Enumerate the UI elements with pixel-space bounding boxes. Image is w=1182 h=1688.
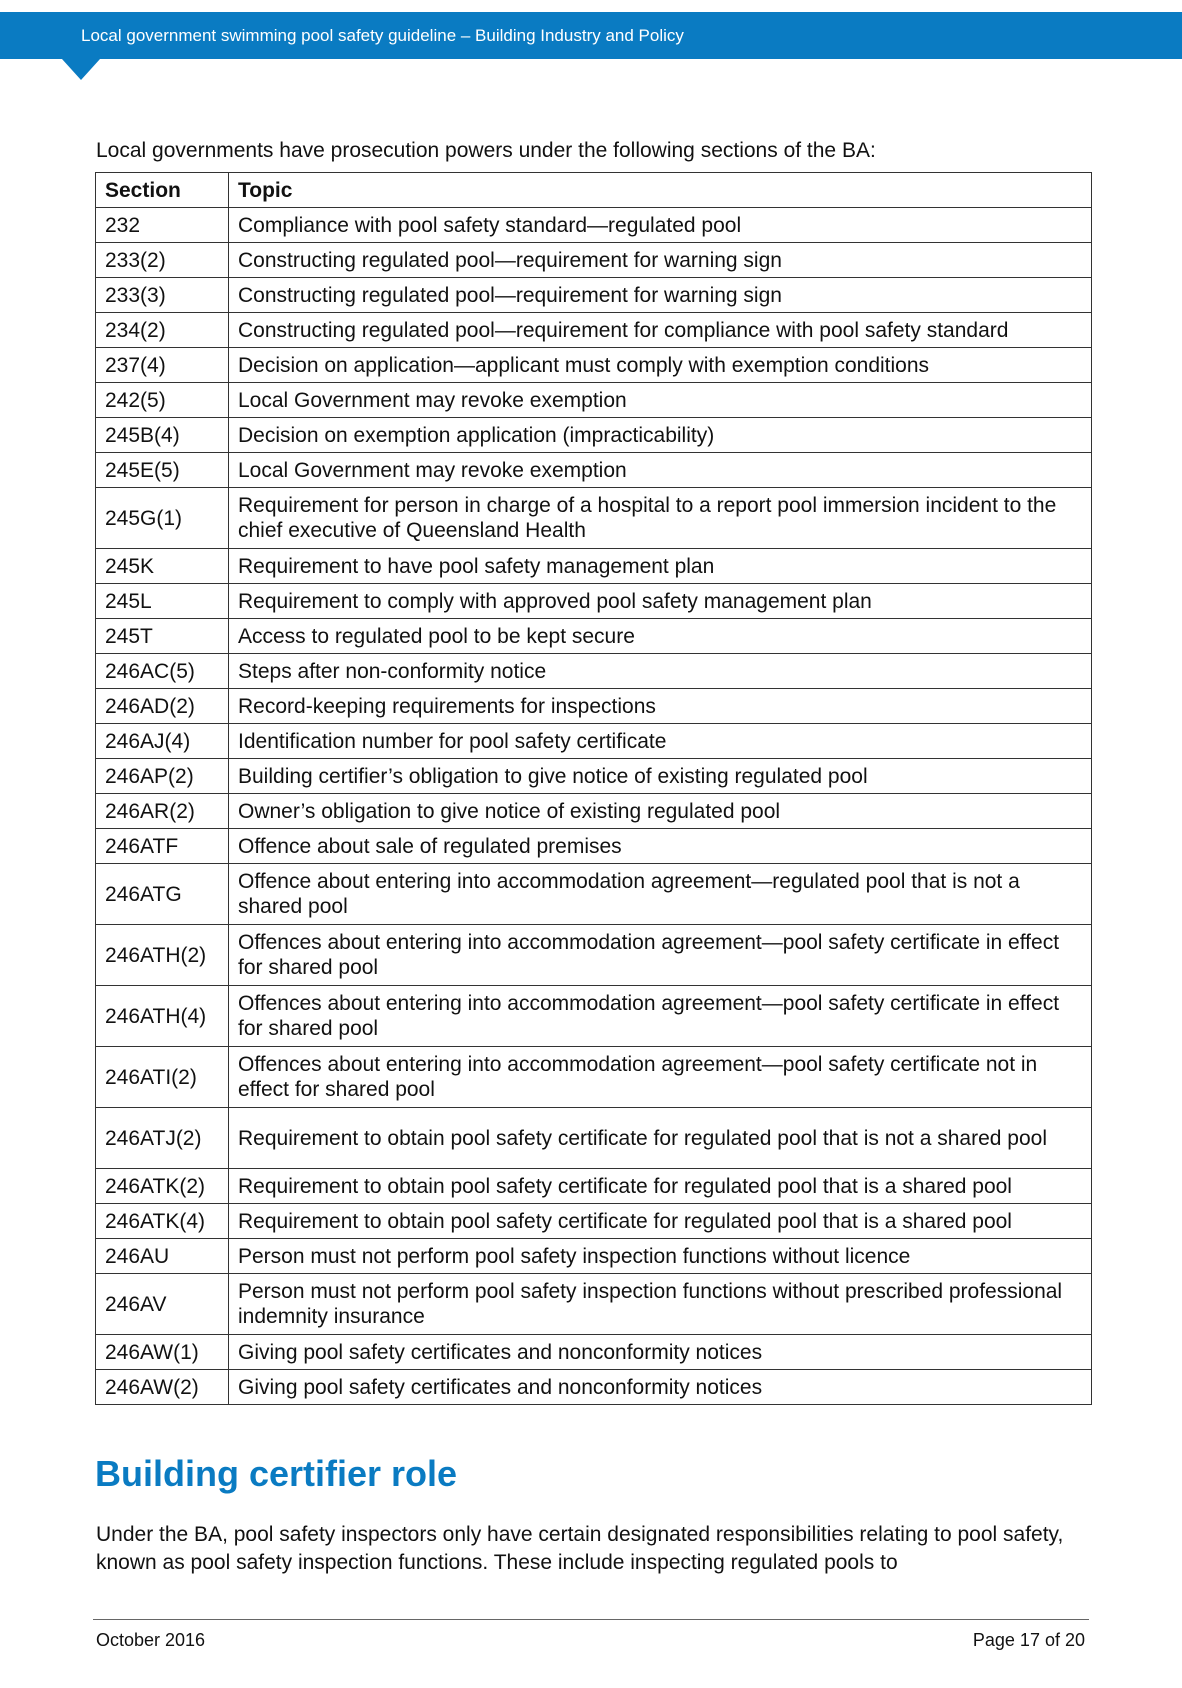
topic-cell: Requirement to obtain pool safety certificate for regulated pool that is not a shared pool	[229, 1108, 1092, 1169]
section-cell: 232	[96, 208, 229, 243]
table-row	[96, 348, 1092, 383]
section-heading: Building certifier role	[95, 1453, 458, 1494]
table-row	[96, 1047, 1092, 1108]
column-header-section: Section	[96, 173, 229, 208]
footer-page-number: Page 17 of 20	[972, 1630, 1085, 1650]
table-row	[96, 1335, 1092, 1370]
section-cell: 242(5)	[96, 383, 229, 418]
table-body	[96, 208, 1092, 1405]
table-row	[96, 1239, 1092, 1274]
section-cell: 246ATF	[96, 829, 229, 864]
table-row	[96, 453, 1092, 488]
section-cell: 246ATK(2)	[96, 1169, 229, 1204]
topic-cell: Requirement to obtain pool safety certificate for regulated pool that is a shared pool	[229, 1169, 1092, 1204]
topic-cell: Steps after non-conformity notice	[229, 654, 1092, 689]
table-row	[96, 1204, 1092, 1239]
table-row	[96, 418, 1092, 453]
topic-cell: Building certifier’s obligation to give notice of existing regulated pool	[229, 759, 1092, 794]
topic-cell: Constructing regulated pool—requirement for warning sign	[229, 243, 1092, 278]
header-title: Local government swimming pool safety guideline – Building Industry and Policy	[81, 26, 684, 45]
section-cell: 234(2)	[96, 313, 229, 348]
table-row	[96, 654, 1092, 689]
section-cell: 246AR(2)	[96, 794, 229, 829]
topic-cell: Requirement for person in charge of a hospital to a report pool immersion incident to the chief executive of Queensland Health	[229, 488, 1092, 549]
topic-cell: Identification number for pool safety certificate	[229, 724, 1092, 759]
table-row	[96, 794, 1092, 829]
section-cell: 246ATH(2)	[96, 925, 229, 986]
page-header-bar	[0, 12, 1182, 59]
section-cell: 246ATH(4)	[96, 986, 229, 1047]
topic-cell: Offence about entering into accommodation agreement—regulated pool that is not a shared pool	[229, 864, 1092, 925]
table-row	[96, 488, 1092, 549]
section-cell: 233(3)	[96, 278, 229, 313]
topic-cell: Local Government may revoke exemption	[229, 383, 1092, 418]
topic-cell: Local Government may revoke exemption	[229, 453, 1092, 488]
table-row	[96, 864, 1092, 925]
table-row	[96, 829, 1092, 864]
section-cell: 245K	[96, 549, 229, 584]
section-cell: 245B(4)	[96, 418, 229, 453]
body-paragraph: Under the BA, pool safety inspectors only have certain designated responsibilities relating to pool safety, known as pool safety inspection functions. These include inspecting regulated pools to	[96, 1523, 1064, 1574]
table-row	[96, 1169, 1092, 1204]
topic-cell: Decision on exemption application (impracticability)	[229, 418, 1092, 453]
table-row	[96, 584, 1092, 619]
topic-cell: Requirement to comply with approved pool safety management plan	[229, 584, 1092, 619]
table-header-row	[96, 173, 1092, 208]
topic-cell: Giving pool safety certificates and nonconformity notices	[229, 1370, 1092, 1405]
topic-cell: Offences about entering into accommodation agreement—pool safety certificate in effect for shared pool	[229, 925, 1092, 986]
section-cell: 245G(1)	[96, 488, 229, 549]
section-cell: 246AW(2)	[96, 1370, 229, 1405]
table-row	[96, 689, 1092, 724]
section-cell: 246AV	[96, 1274, 229, 1335]
section-cell: 246AP(2)	[96, 759, 229, 794]
section-cell: 245L	[96, 584, 229, 619]
section-cell: 246AD(2)	[96, 689, 229, 724]
table-row	[96, 313, 1092, 348]
topic-cell: Constructing regulated pool—requirement for warning sign	[229, 278, 1092, 313]
section-cell: 245E(5)	[96, 453, 229, 488]
topic-cell: Offences about entering into accommodation agreement—pool safety certificate in effect for shared pool	[229, 986, 1092, 1047]
table-row	[96, 619, 1092, 654]
table-row	[96, 759, 1092, 794]
topic-cell: Person must not perform pool safety inspection functions without prescribed professional indemnity insurance	[229, 1274, 1092, 1335]
topic-cell: Owner’s obligation to give notice of existing regulated pool	[229, 794, 1092, 829]
topic-cell: Constructing regulated pool—requirement for compliance with pool safety standard	[229, 313, 1092, 348]
table-row	[96, 383, 1092, 418]
section-cell: 246ATJ(2)	[96, 1108, 229, 1169]
table-row	[96, 208, 1092, 243]
header-notch-decoration	[62, 59, 100, 80]
table-row	[96, 243, 1092, 278]
table-row	[96, 925, 1092, 986]
prosecution-sections-table	[95, 172, 1092, 1405]
section-cell: 237(4)	[96, 348, 229, 383]
table-row	[96, 1108, 1092, 1169]
section-cell: 246AJ(4)	[96, 724, 229, 759]
footer-date: October 2016	[96, 1630, 206, 1650]
table-row	[96, 278, 1092, 313]
topic-cell: Decision on application—applicant must comply with exemption conditions	[229, 348, 1092, 383]
section-cell: 246ATK(4)	[96, 1204, 229, 1239]
topic-cell: Person must not perform pool safety inspection functions without licence	[229, 1239, 1092, 1274]
topic-cell: Offence about sale of regulated premises	[229, 829, 1092, 864]
table-row	[96, 1274, 1092, 1335]
topic-cell: Requirement to obtain pool safety certificate for regulated pool that is a shared pool	[229, 1204, 1092, 1239]
table-row	[96, 1370, 1092, 1405]
section-cell: 246AC(5)	[96, 654, 229, 689]
section-cell: 245T	[96, 619, 229, 654]
table-row	[96, 986, 1092, 1047]
column-header-topic: Topic	[229, 173, 1092, 208]
topic-cell: Requirement to have pool safety management plan	[229, 549, 1092, 584]
table-row	[96, 549, 1092, 584]
section-cell: 246ATI(2)	[96, 1047, 229, 1108]
topic-cell: Compliance with pool safety standard—regulated pool	[229, 208, 1092, 243]
table-row	[96, 724, 1092, 759]
section-cell: 246AW(1)	[96, 1335, 229, 1370]
topic-cell: Offences about entering into accommodation agreement—pool safety certificate not in effect for shared pool	[229, 1047, 1092, 1108]
section-cell: 246ATG	[96, 864, 229, 925]
topic-cell: Record-keeping requirements for inspections	[229, 689, 1092, 724]
section-cell: 246AU	[96, 1239, 229, 1274]
topic-cell: Access to regulated pool to be kept secure	[229, 619, 1092, 654]
intro-paragraph: Local governments have prosecution powers under the following sections of the BA:	[96, 139, 876, 162]
footer-divider	[93, 1619, 1089, 1620]
section-cell: 233(2)	[96, 243, 229, 278]
topic-cell: Giving pool safety certificates and nonconformity notices	[229, 1335, 1092, 1370]
